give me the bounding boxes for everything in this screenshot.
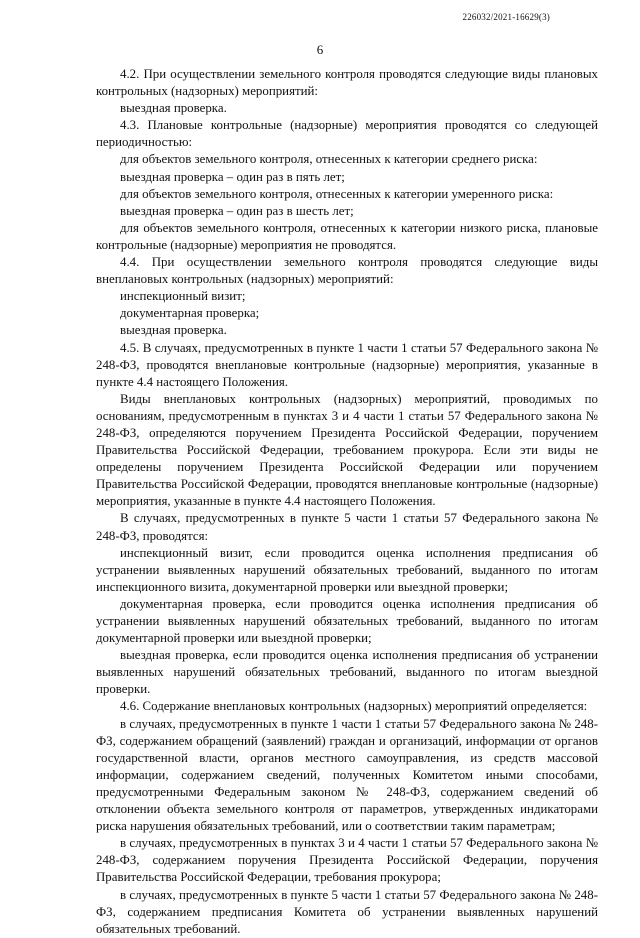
document-registration-number: 226032/2021-16629(3)	[462, 12, 550, 22]
paragraph: документарная проверка;	[120, 306, 260, 321]
paragraph: документарная проверка, если проводится оценка исполнения предписания об устранении выявленных нарушений обязательных требований, выданного по итогам документарной проверки или выездной проверки;	[96, 596, 598, 646]
paragraph: В случаях, предусмотренных в пункте 5 части 1 статьи 57 Федерального закона № 248-ФЗ, проводятся:	[96, 511, 598, 543]
paragraph: выездная проверка – один раз в шесть лет;	[120, 203, 354, 218]
paragraph: 4.5. В случаях, предусмотренных в пункте 1 части 1 статьи 57 Федерального закона № 248-ФЗ, проводятся внеплановые контрольные (надзорные) мероприятия, указанные в пункте 4.4 настоящего Положения.	[96, 340, 598, 389]
paragraph: в случаях, предусмотренных в пунктах 3 и 4 части 1 статьи 57 Федерального закона № 248-ФЗ, содержанием поручения Президента Российской Федерации, поручения Правительства Российской Федерации, требования прокурора;	[96, 836, 598, 885]
paragraph: для объектов земельного контроля, отнесенных к категории среднего риска:	[120, 152, 538, 167]
paragraph: выездная проверка.	[120, 323, 227, 338]
paragraph: 4.2. При осуществлении земельного контроля проводятся следующие виды плановых контрольных (надзорных) мероприятий:	[96, 67, 598, 99]
paragraph: для объектов земельного контроля, отнесенных к категории низкого риска, плановые контрольные (надзорные) мероприятия не проводятся.	[96, 220, 598, 252]
paragraph: инспекционный визит;	[120, 289, 246, 304]
paragraph: выездная проверка.	[120, 101, 227, 116]
paragraph: 4.3. Плановые контрольные (надзорные) мероприятия проводятся со следующей периодичностью:	[96, 118, 598, 150]
document-body	[96, 66, 598, 938]
paragraph: Виды внеплановых контрольных (надзорных) мероприятий, проводимых по основаниям, предусмотренным в пунктах 3 и 4 части 1 статьи 57 Федерального закона № 248-ФЗ, определяются поручением Президента Российской Федерации, поручением Правительства Российской Федерации, требованием прокурора. Если эти виды не определены поручением Президента Российской Федерации или поручением Правительства Российской Федерации, проводятся внеплановые контрольные (надзорные) мероприятия, указанные в пункте 4.4 настоящего Положения.	[96, 391, 598, 509]
paragraph: 4.6. Содержание внеплановых контрольных (надзорных) мероприятий определяется:	[120, 699, 588, 714]
paragraph: выездная проверка, если проводится оценка исполнения предписания об устранении выявленных нарушений обязательных требований, выданного по итогам выездной проверки.	[96, 648, 598, 697]
paragraph: выездная проверка – один раз в пять лет;	[120, 169, 345, 184]
paragraph: инспекционный визит, если проводится оценка исполнения предписания об устранении выявленных нарушений обязательных требований, выданного по итогам инспекционного визита, документарной проверки или выездной проверки;	[96, 545, 598, 594]
paragraph: в случаях, предусмотренных в пункте 5 части 1 статьи 57 Федерального закона № 248-ФЗ, содержанием предписания Комитета об устранении выявленных нарушений обязательных требований.	[96, 887, 598, 936]
page-number: 6	[316, 42, 324, 57]
paragraph: в случаях, предусмотренных в пункте 1 части 1 статьи 57 Федерального закона № 248-ФЗ, содержанием обращений (заявлений) граждан и организаций, информации от органов государственной власти, органов местного самоуправления, из средств массовой информации, содержанием сведений, полученных Комитетом иными способами, предусмотренными Федеральным законом № 248-ФЗ, содержанием сведений об отклонении объекта земельного контроля от параметров, утвержденных индикаторами риска нарушения обязательных требований, или о соответствии таким параметрам;	[96, 716, 598, 834]
paragraph: для объектов земельного контроля, отнесенных к категории умеренного риска:	[120, 186, 554, 201]
paragraph: 4.4. При осуществлении земельного контроля проводятся следующие виды внеплановых контрольных (надзорных) мероприятий:	[96, 255, 598, 287]
